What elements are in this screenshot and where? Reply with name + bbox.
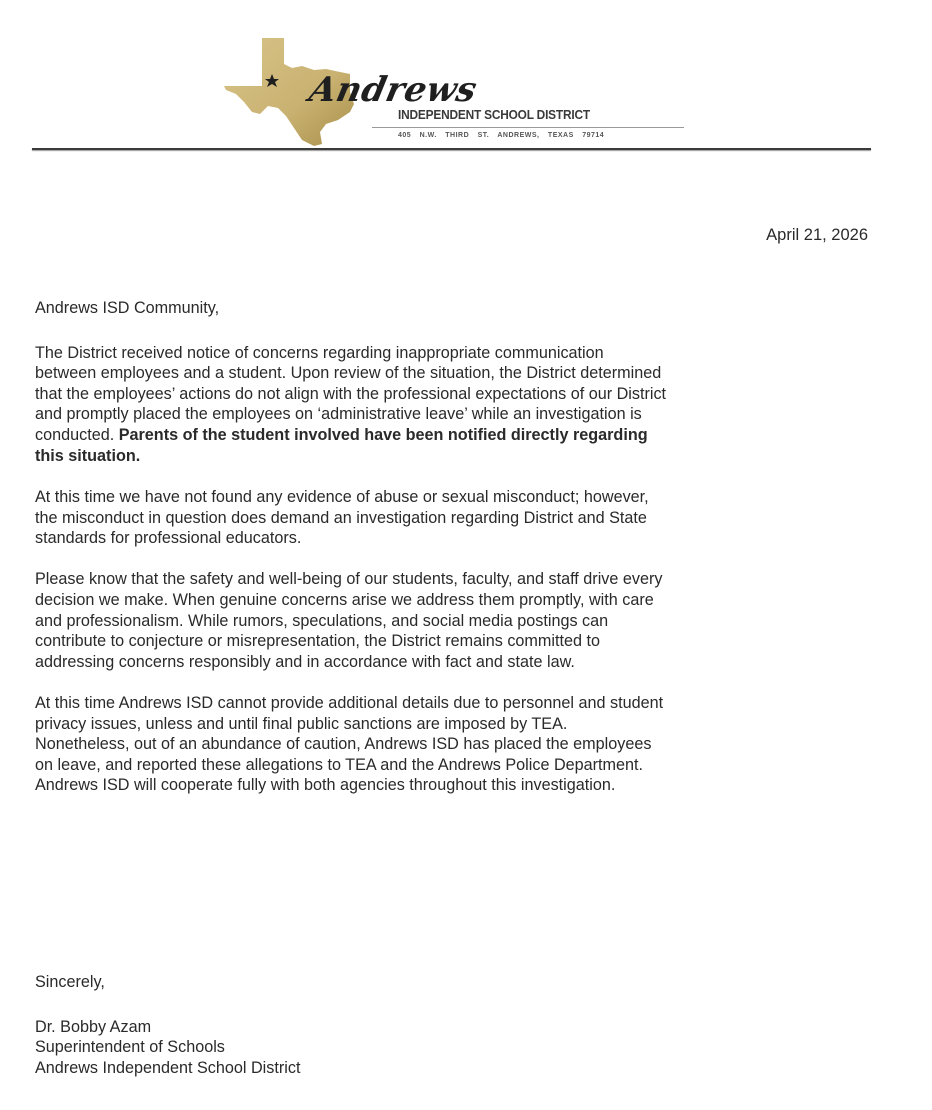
district-subtitle: INDEPENDENT SCHOOL DISTRICT bbox=[398, 108, 590, 122]
paragraph-4 bbox=[35, 693, 875, 796]
signatory-name: Dr. Bobby Azam bbox=[35, 1017, 152, 1036]
text-line: and professionalism. While rumors, speculations, and social media postings can bbox=[35, 611, 609, 630]
text-line: standards for professional educators. bbox=[35, 529, 302, 548]
letterhead bbox=[0, 0, 932, 160]
letterhead-divider bbox=[372, 127, 684, 128]
letter-date: April 21, 2026 bbox=[766, 226, 868, 244]
signature-block bbox=[35, 972, 300, 1078]
text-normal: conducted. bbox=[35, 425, 119, 444]
text-line: decision we make. When genuine concerns arise we address them promptly, with care bbox=[35, 591, 654, 610]
text-line: Please know that the safety and well-being of our students, faculty, and staff drive every bbox=[35, 570, 663, 589]
district-address: 405 N.W. THIRD ST. ANDREWS, TEXAS 79714 bbox=[398, 132, 605, 139]
text-line bbox=[35, 425, 875, 446]
paragraph-1 bbox=[35, 343, 875, 467]
notice-bold-text: this situation. bbox=[35, 446, 141, 465]
text-line: Nonetheless, out of an abundance of caution, Andrews ISD has placed the employees bbox=[35, 735, 652, 754]
text-line: between employees and a student. Upon review of the situation, the District determined bbox=[35, 364, 662, 383]
text-line: Andrews ISD will cooperate fully with both agencies throughout this investigation. bbox=[35, 776, 616, 795]
signatory-organization: Andrews Independent School District bbox=[35, 1058, 301, 1077]
text-line: on leave, and reported these allegations to TEA and the Andrews Police Department. bbox=[35, 755, 644, 774]
signatory-title: Superintendent of Schools bbox=[35, 1038, 225, 1057]
salutation: Andrews ISD Community, bbox=[35, 299, 220, 317]
text-line: privacy issues, unless and until final public sanctions are imposed by TEA. bbox=[35, 714, 568, 733]
text-line: The District received notice of concerns regarding inappropriate communication bbox=[35, 343, 604, 362]
letter-body bbox=[35, 298, 875, 816]
closing-word: Sincerely, bbox=[35, 973, 105, 991]
text-line: contribute to conjecture or misrepresentation, the District remains committed to bbox=[35, 632, 600, 651]
text-line: addressing concerns responsibly and in accordance with fact and state law. bbox=[35, 652, 575, 671]
text-line: At this time Andrews ISD cannot provide additional details due to personnel and student bbox=[35, 693, 664, 712]
text-line: and promptly placed the employees on ‘administrative leave’ while an investigation is bbox=[35, 405, 642, 424]
text-line: that the employees’ actions do not align with the professional expectations of our District bbox=[35, 384, 667, 403]
text-line: At this time we have not found any evidence of abuse or sexual misconduct; however, bbox=[35, 488, 649, 507]
paragraph-3 bbox=[35, 569, 875, 672]
paragraph-2 bbox=[35, 487, 875, 549]
district-brand-name: Andrews bbox=[305, 70, 481, 110]
header-rule bbox=[32, 148, 871, 150]
text-line: the misconduct in question does demand an investigation regarding District and State bbox=[35, 508, 647, 527]
notice-bold-text: Parents of the student involved have been notified directly regarding bbox=[118, 425, 648, 444]
